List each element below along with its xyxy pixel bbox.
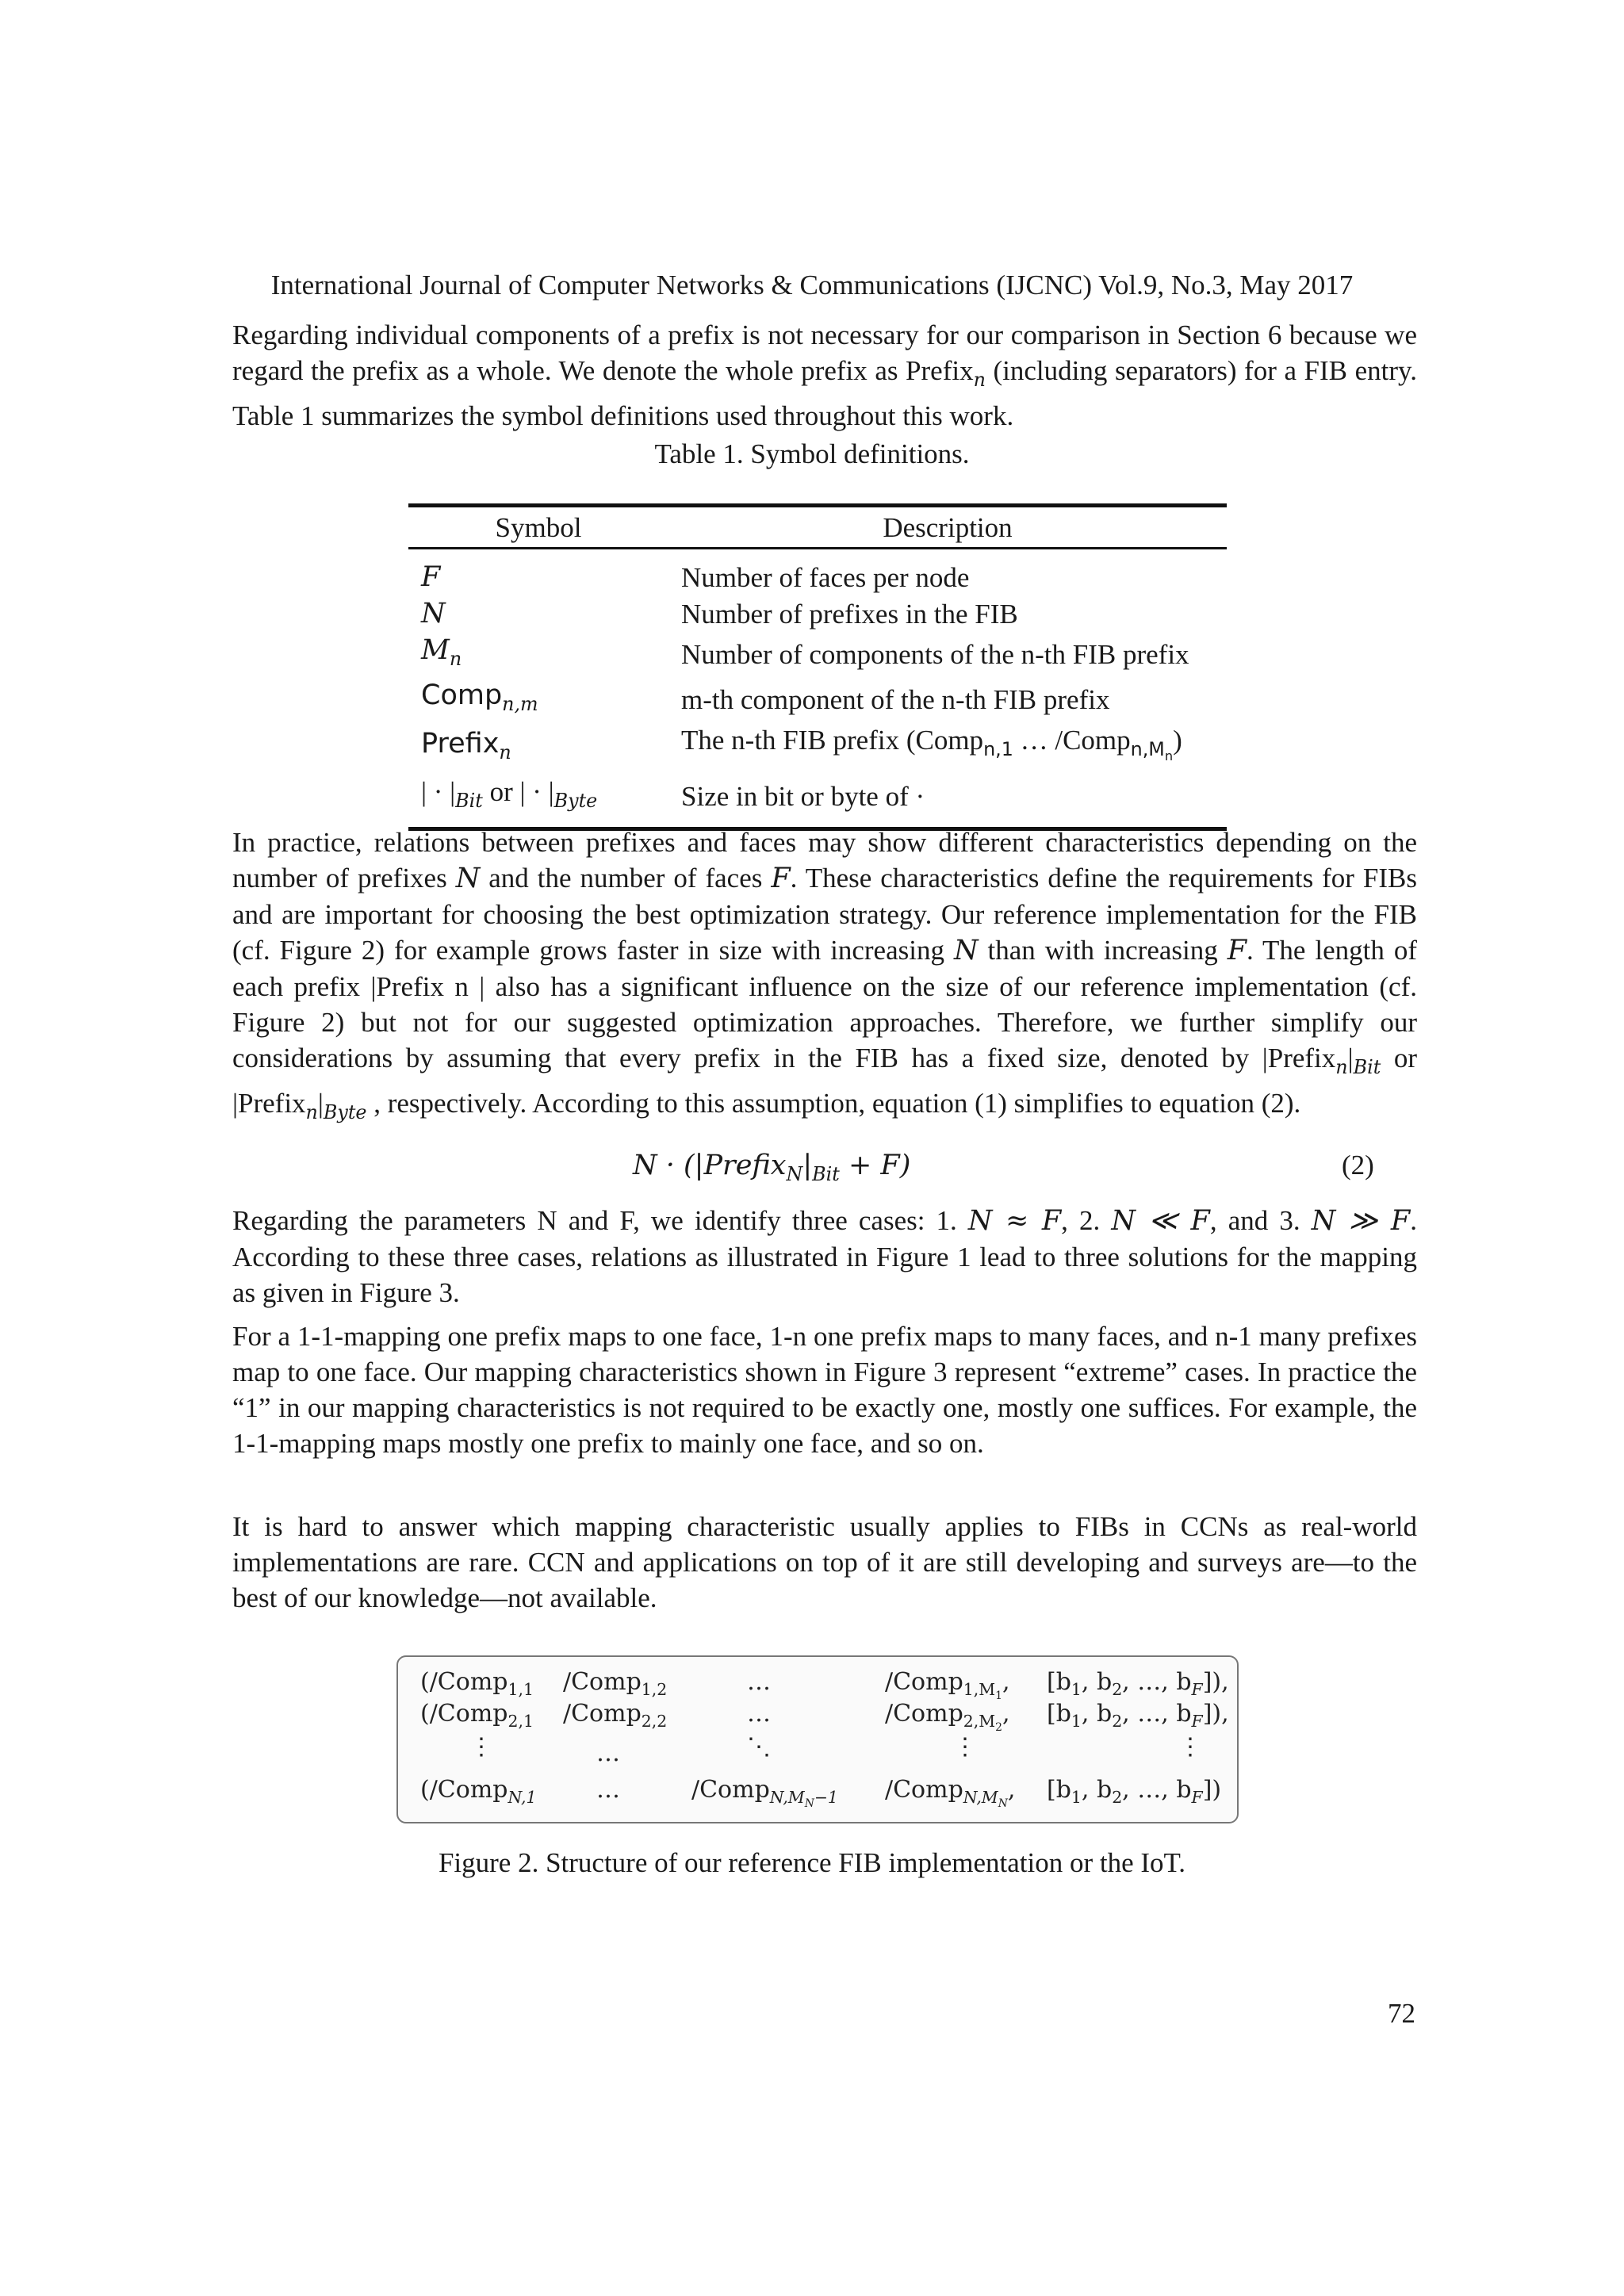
figure-caption: Figure 2. Structure of our reference FIB implementation or the IoT.: [438, 1847, 1186, 1878]
cases-paragraph: Regarding the parameters N and F, we identify three cases: 1. N ≈ F, 2. N ≪ F, and 3. N ≫ F. According to these three cases, relations as illustrated in Figure 1 lead to three solutions for the mapping as given in Figure 3.: [232, 1205, 1417, 1308]
fig-vdots: ⋮: [953, 1733, 977, 1761]
fig-cell: (/Comp$_{N,1}$: [420, 1776, 537, 1807]
symbol-table: [408, 503, 1227, 831]
fig-cell: (/Comp$_{2,1}$: [420, 1700, 534, 1731]
col-header-description: Description: [668, 506, 1227, 549]
table-caption: Table 1. Symbol definitions.: [654, 438, 970, 469]
fig-cell: …: [596, 1776, 620, 1804]
fig-vdots: ⋮: [1178, 1733, 1202, 1761]
fig-cell: /Comp$_{1,2}$: [563, 1668, 668, 1699]
table-row: Comp$_{n,m}$ m-th component of the n-th FIB prefix: [421, 679, 1110, 715]
table-row: Prefix$_n$ The n-th FIB prefix (Comp$_{n,1}$ … /Comp$_{n,M_n}$): [421, 725, 1182, 763]
table-row: N Number of prefixes in the FIB: [421, 598, 1018, 629]
fig-cell: …: [747, 1668, 771, 1696]
page-number: 72: [1388, 1998, 1415, 2029]
equation-expression: $N \cdot (|Prefix_N|_{Bit} + F)$: [633, 1150, 911, 1185]
fig-cell: [$b_1$, $b_2$, …, $b_F$]),: [1047, 1668, 1229, 1699]
table-row: | · $|_{Bit}$ or | · $|_{Byte}$ Size in bit or byte of ·: [408, 774, 1227, 829]
table-row: F Number of faces per node: [421, 561, 970, 593]
running-header: International Journal of Computer Networks & Communications (IJCNC) Vol.9, No.3, May 2017: [270, 270, 1354, 300]
fig-cell: [$b_1$, $b_2$, …, $b_F$]): [1047, 1776, 1222, 1807]
intro-paragraph: Regarding individual components of a prefix is not necessary for our comparison in Section 6 because we regard the prefix as a whole. We denote the whole prefix as Prefix$_n$ (including separators) for a FIB entry. Table 1 summarizes the symbol definitions used throughout this work.: [232, 320, 1417, 431]
fig-cell: /Comp$_{N,M_N-1}$: [691, 1776, 838, 1811]
fig-cell: /Comp$_{2,M_2}$,: [885, 1700, 1010, 1735]
fig-cell: /Comp$_{N,M_N}$,: [885, 1776, 1016, 1811]
practice-paragraph: In practice, relations between prefixes and faces may show different characteristics depending on the number of prefixes N and the number of faces F. These characteristics define the requirements for FIBs and are important for choosing the best optimization strategy. Our reference implementation for the FIB (cf. Figure 2) for example grows faster in size with increasing N than with increasing F. The length of each prefix |Prefix n | also has a significant influence on the size of our reference implementation (cf. Figure 2) but not for our suggested optimization approaches. Therefore, we further simplify our considerations by assuming that every prefix in the FIB has a fixed size, denoted by $|Prefix_n|_{Bit}$ or $|Prefix_n|_{Byte}$ , respectively. According to this assumption, equation (1) simplifies to equation (2).: [232, 827, 1418, 1123]
equation-number: (2): [1342, 1150, 1374, 1181]
fib-structure-figure: [396, 1655, 1239, 1823]
fig-hdots: …: [596, 1739, 620, 1767]
mapping-paragraph: For a 1-1-mapping one prefix maps to one face, 1-n one prefix maps to many faces, and n-1 many prefixes map to one face. Our mapping characteristics shown in Figure 3 represent “extreme” cases. In practice the “1” in our mapping characteristics is not required to be exactly one, mostly one suffices. For example, the 1-1-mapping maps mostly one prefix to mainly one face, and so on.: [232, 1321, 1417, 1459]
hard-paragraph: It is hard to answer which mapping characteristic usually applies to FIBs in CCNs as real-world implementations are rare. CCN and applications on top of it are still developing and surveys are—to the best of our knowledge—not available.: [232, 1511, 1417, 1613]
fig-ddots: ⋱: [747, 1733, 771, 1761]
col-header-symbol: Symbol: [408, 506, 668, 549]
table-row: $M_n$ Number of components of the n-th FIB prefix: [421, 634, 1189, 670]
fig-cell: (/Comp$_{1,1}$: [420, 1668, 534, 1699]
fig-cell: [$b_1$, $b_2$, …, $b_F$]),: [1047, 1700, 1229, 1731]
fig-cell: /Comp$_{2,2}$: [563, 1700, 668, 1731]
fig-cell: …: [747, 1700, 771, 1728]
fig-cell: /Comp$_{1,M_1}$,: [885, 1668, 1010, 1703]
fig-vdots: ⋮: [469, 1733, 493, 1761]
